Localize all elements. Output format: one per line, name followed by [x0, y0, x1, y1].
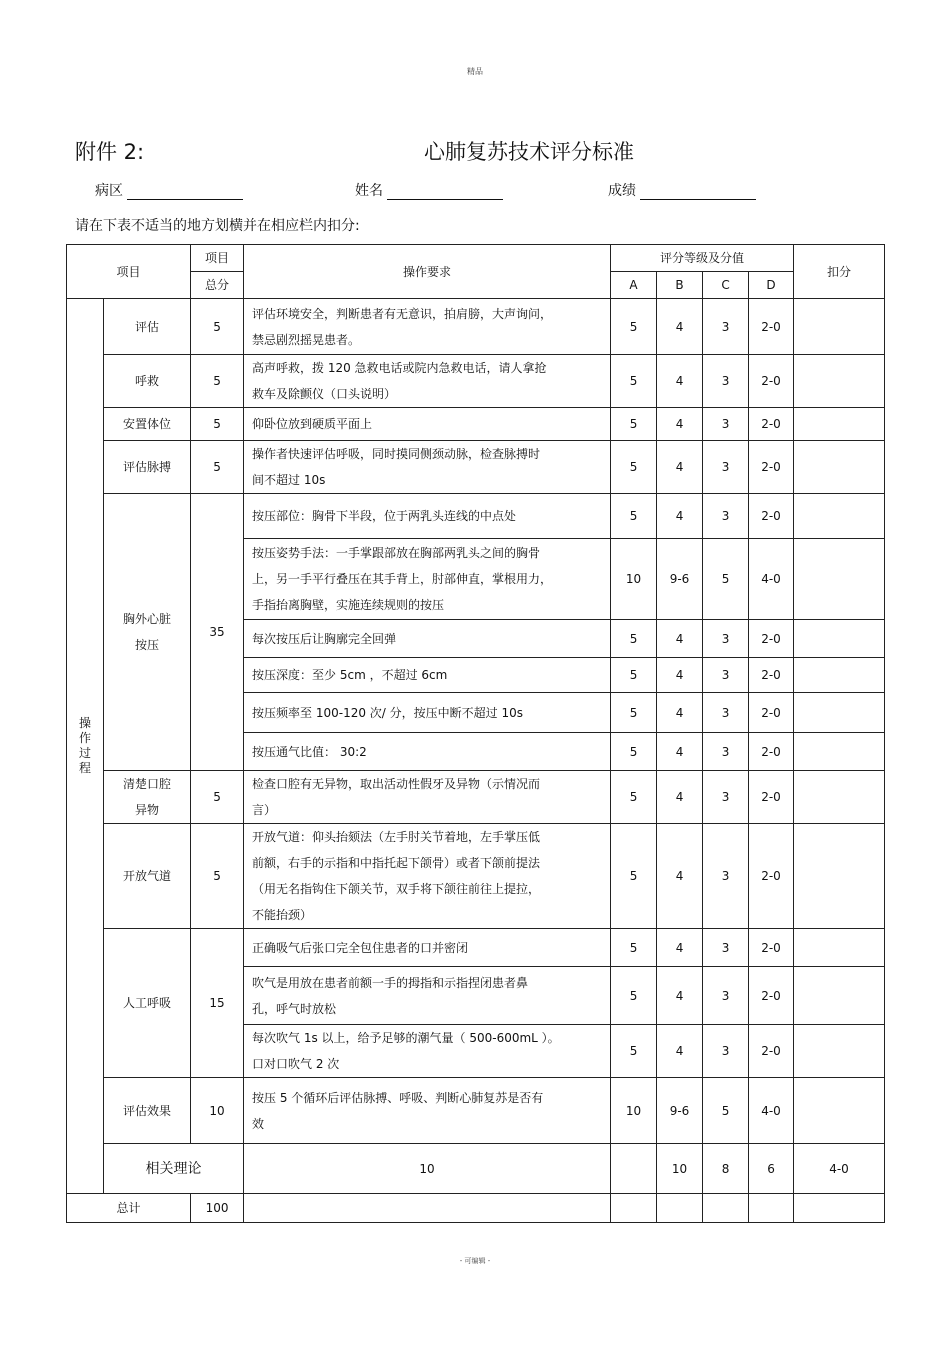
table-row — [67, 408, 885, 441]
item-name: 评估效果 — [104, 1078, 191, 1144]
header-grade-c: C — [703, 272, 749, 299]
grade-d-value: 2-0 — [749, 693, 794, 733]
item-total: 10 — [191, 1078, 244, 1144]
requirement-text: 高声呼救，拨 120 急救电话或院内急救电话，请人拿抢 救车及除颤仪（口头说明） — [244, 355, 611, 408]
item-total: 5 — [191, 299, 244, 355]
grade-c-value: 3 — [703, 929, 749, 967]
grade-a-value: 10 — [657, 1144, 703, 1194]
grade-c-value: 5 — [703, 539, 749, 620]
table-row — [67, 355, 885, 408]
grade-b-value: 4 — [657, 771, 703, 824]
instruction-text: 请在下表不适当的地方划横并在相应栏内扣分: — [75, 218, 360, 234]
grade-c-value: 3 — [703, 658, 749, 693]
grade-d-value: 2-0 — [749, 824, 794, 929]
requirement-text: 每次吹气 1s 以上，给予足够的潮气量（ 500-600mL ）。 口对口吹气 2 次 — [244, 1025, 611, 1078]
requirement-text: 检查口腔有无异物，取出活动性假牙及异物（示情况而 言） — [244, 771, 611, 824]
grade-a-value: 5 — [611, 824, 657, 929]
deduction-cell[interactable] — [794, 929, 885, 967]
header-grade-d: D — [749, 272, 794, 299]
item-total-compression: 35 — [191, 494, 244, 771]
requirement-text: 正确吸气后张口完全包住患者的口并密闭 — [244, 929, 611, 967]
grade-a-value: 5 — [611, 299, 657, 355]
grade-a-value: 5 — [611, 658, 657, 693]
grade-d-value: 2-0 — [749, 299, 794, 355]
grade-d-value: 2-0 — [749, 355, 794, 408]
empty-cell — [244, 1194, 611, 1223]
requirement-text-empty — [611, 1144, 657, 1194]
item-name-airway-clear: 清楚口腔 异物 — [104, 771, 191, 824]
item-total: 5 — [191, 824, 244, 929]
grade-b-value: 4 — [657, 441, 703, 494]
grade-a-value: 10 — [611, 1078, 657, 1144]
table-row — [67, 1078, 885, 1144]
header-watermark: 精品 — [467, 67, 483, 76]
item-name-compression: 胸外心脏 按压 — [104, 494, 191, 771]
grade-c-value: 6 — [749, 1144, 794, 1194]
requirement-text: 仰卧位放到硬质平面上 — [244, 408, 611, 441]
grade-b-value: 4 — [657, 929, 703, 967]
grade-b-value: 4 — [657, 620, 703, 658]
item-name: 安置体位 — [104, 408, 191, 441]
deduction-cell[interactable] — [794, 1194, 885, 1223]
grade-b-value: 9-6 — [657, 1078, 703, 1144]
requirement-text: 评估环境安全，判断患者有无意识，拍肩膀，大声询问， 禁忌剧烈摇晃患者。 — [244, 299, 611, 355]
table-row — [67, 824, 885, 929]
requirement-text: 按压姿势手法：一手掌跟部放在胸部两乳头之间的胸骨 上，另一手平行叠压在其手背上，肘部伸直，掌根用力， 手指抬离胸壁，实施连续规则的按压 — [244, 539, 611, 620]
requirement-text: 按压深度：至少 5cm ，不超过 6cm — [244, 658, 611, 693]
grade-b-value: 4 — [657, 824, 703, 929]
document-title: 心肺复苏技术评分标准 — [424, 140, 634, 164]
item-name: 呼救 — [104, 355, 191, 408]
deduction-cell[interactable] — [794, 355, 885, 408]
grade-b-value: 4 — [657, 355, 703, 408]
header-grade-a: A — [611, 272, 657, 299]
header-total-line1: 项目 — [191, 245, 244, 272]
header-deduction: 扣分 — [794, 245, 885, 299]
requirement-text: 操作者快速评估呼吸，同时摸同侧颈动脉，检查脉搏时 间不超过 10s — [244, 441, 611, 494]
header-item: 项目 — [67, 245, 191, 299]
table-row — [67, 441, 885, 494]
scoring-table — [66, 244, 885, 1223]
item-name: 评估 — [104, 299, 191, 355]
grade-c-value: 3 — [703, 967, 749, 1025]
grade-d-value: 4-0 — [749, 1078, 794, 1144]
name-label: 姓名 — [355, 183, 383, 199]
grade-b-value: 8 — [703, 1144, 749, 1194]
deduction-cell[interactable] — [794, 1078, 885, 1144]
requirement-text: 开放气道：仰头抬颏法（左手肘关节着地，左手掌压低 前额，右手的示指和中指托起下颌骨）或者下颌前提法 （用无名指钩住下颌关节，双手将下颌往前往上提拉， 不能抬颈） — [244, 824, 611, 929]
grade-a-value: 5 — [611, 355, 657, 408]
grade-d-value: 4-0 — [749, 539, 794, 620]
ward-field — [95, 180, 243, 200]
grade-c-value: 3 — [703, 771, 749, 824]
deduction-cell[interactable] — [794, 494, 885, 539]
section-label-operation: 操 作 过 程 — [67, 299, 104, 1194]
ward-blank[interactable] — [127, 185, 243, 200]
grade-d-value: 2-0 — [749, 1025, 794, 1078]
deduction-cell[interactable] — [794, 408, 885, 441]
grade-a-value: 5 — [611, 441, 657, 494]
grade-c-value: 3 — [703, 693, 749, 733]
empty-cell — [703, 1194, 749, 1223]
table-row — [67, 771, 885, 824]
grade-b-value: 4 — [657, 658, 703, 693]
name-field — [355, 180, 503, 200]
grade-d-value: 2-0 — [749, 771, 794, 824]
grade-c-value: 3 — [703, 299, 749, 355]
deduction-cell[interactable] — [794, 733, 885, 771]
attachment-label: 附件 2: — [75, 140, 145, 164]
deduction-cell[interactable] — [794, 1025, 885, 1078]
grade-d-value: 2-0 — [749, 967, 794, 1025]
empty-cell — [611, 1194, 657, 1223]
grade-d-value: 2-0 — [749, 441, 794, 494]
deduction-cell[interactable] — [794, 824, 885, 929]
grade-b-value: 4 — [657, 693, 703, 733]
grade-b-value: 4 — [657, 494, 703, 539]
table-row — [67, 494, 885, 539]
item-total-breathing: 15 — [191, 929, 244, 1078]
deduction-cell[interactable] — [794, 967, 885, 1025]
grade-b-value: 4 — [657, 967, 703, 1025]
item-total-sum: 100 — [191, 1194, 244, 1223]
deduction-cell[interactable] — [794, 539, 885, 620]
requirement-text: 按压部位：胸骨下半段，位于两乳头连线的中点处 — [244, 494, 611, 539]
grade-c-value: 3 — [703, 620, 749, 658]
item-total: 10 — [244, 1144, 611, 1194]
grade-d-value: 2-0 — [749, 658, 794, 693]
grade-d-value: 2-0 — [749, 620, 794, 658]
score-field — [608, 180, 756, 200]
requirement-text: 每次按压后让胸廓完全回弹 — [244, 620, 611, 658]
score-blank[interactable] — [640, 185, 756, 200]
item-name: 开放气道 — [104, 824, 191, 929]
item-name-sum: 总计 — [67, 1194, 191, 1223]
grade-c-value: 3 — [703, 494, 749, 539]
grade-a-value: 5 — [611, 408, 657, 441]
grade-c-value: 3 — [703, 355, 749, 408]
empty-cell — [657, 1194, 703, 1223]
grade-c-value: 3 — [703, 441, 749, 494]
deduction-cell[interactable] — [794, 658, 885, 693]
empty-cell — [749, 1194, 794, 1223]
grade-a-value: 10 — [611, 539, 657, 620]
grade-d-value: 2-0 — [749, 408, 794, 441]
deduction-cell[interactable] — [794, 620, 885, 658]
header-grade-group: 评分等级及分值 — [611, 245, 794, 272]
item-total: 5 — [191, 441, 244, 494]
deduction-cell[interactable] — [794, 693, 885, 733]
grade-d-value: 2-0 — [749, 929, 794, 967]
footer-watermark: - 可编辑 - — [459, 1257, 491, 1265]
header-requirements: 操作要求 — [244, 245, 611, 299]
item-name-theory: 相关理论 — [104, 1144, 244, 1194]
grade-a-value: 5 — [611, 929, 657, 967]
grade-b-value: 4 — [657, 733, 703, 771]
deduction-cell[interactable] — [794, 299, 885, 355]
grade-c-value: 3 — [703, 733, 749, 771]
header-total-line2: 总分 — [191, 272, 244, 299]
score-label: 成绩 — [608, 183, 636, 199]
grade-a-value: 5 — [611, 693, 657, 733]
item-name-breathing: 人工呼吸 — [104, 929, 191, 1078]
deduction-cell[interactable] — [794, 441, 885, 494]
grade-a-value: 5 — [611, 620, 657, 658]
grade-c-value: 5 — [703, 1078, 749, 1144]
grade-c-value: 3 — [703, 408, 749, 441]
table-row — [67, 299, 885, 355]
grade-d-value: 2-0 — [749, 494, 794, 539]
item-total: 5 — [191, 771, 244, 824]
grade-b-value: 4 — [657, 299, 703, 355]
grade-c-value: 3 — [703, 1025, 749, 1078]
requirement-text: 按压通气比值： 30:2 — [244, 733, 611, 771]
deduction-cell[interactable] — [794, 771, 885, 824]
table-row — [67, 1144, 885, 1194]
grade-c-value: 3 — [703, 824, 749, 929]
grade-b-value: 4 — [657, 1025, 703, 1078]
grade-d-value: 2-0 — [749, 733, 794, 771]
grade-a-value: 5 — [611, 733, 657, 771]
grade-a-value: 5 — [611, 1025, 657, 1078]
grade-a-value: 5 — [611, 494, 657, 539]
header-grade-b: B — [657, 272, 703, 299]
grade-d-value: 4-0 — [794, 1144, 885, 1194]
grade-a-value: 5 — [611, 967, 657, 1025]
grade-b-value: 9-6 — [657, 539, 703, 620]
item-total: 5 — [191, 408, 244, 441]
item-total: 5 — [191, 355, 244, 408]
grade-b-value: 4 — [657, 408, 703, 441]
item-name: 评估脉搏 — [104, 441, 191, 494]
name-blank[interactable] — [387, 185, 503, 200]
requirement-text: 吹气是用放在患者前额一手的拇指和示指捏闭患者鼻 孔，呼气时放松 — [244, 967, 611, 1025]
table-row — [67, 929, 885, 967]
table-row — [67, 1194, 885, 1223]
ward-label: 病区 — [95, 183, 123, 199]
requirement-text: 按压 5 个循环后评估脉搏、呼吸、判断心肺复苏是否有 效 — [244, 1078, 611, 1144]
grade-a-value: 5 — [611, 771, 657, 824]
requirement-text: 按压频率至 100-120 次/ 分，按压中断不超过 10s — [244, 693, 611, 733]
